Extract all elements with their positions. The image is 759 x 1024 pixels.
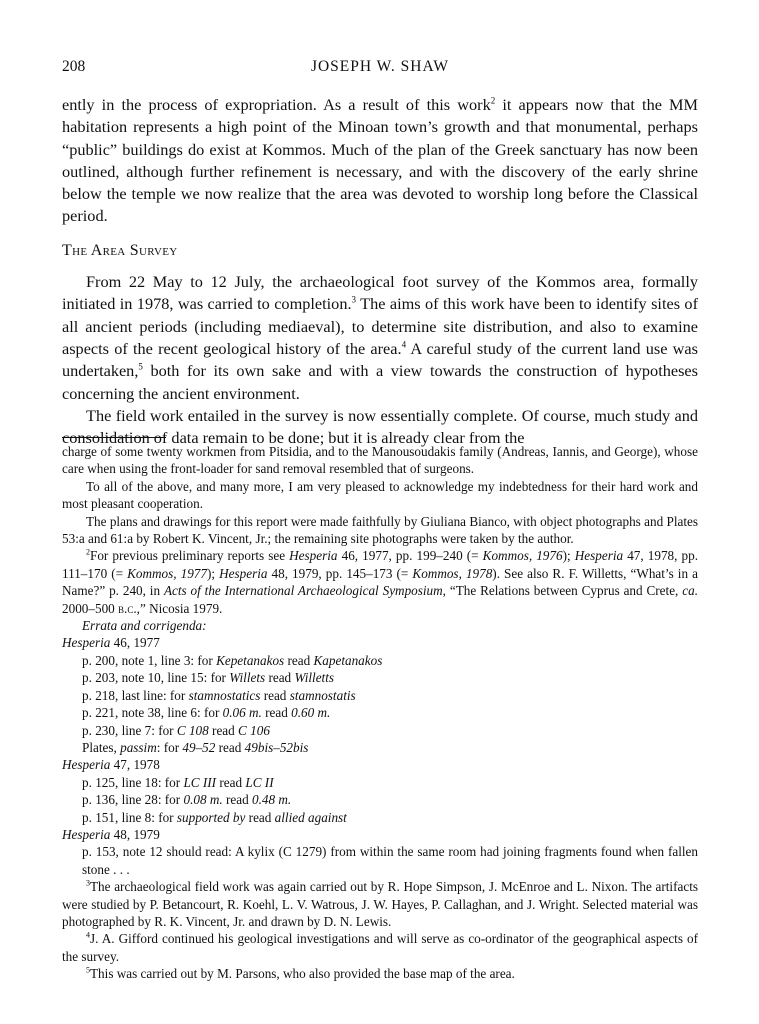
paragraph-2-text-c: A careful study of the current land use was undertaken, [62, 338, 698, 381]
footnote-rule [62, 437, 166, 438]
errata-correct: stamnostatis [289, 687, 356, 703]
errata-heading: Errata and corrigenda: [82, 618, 207, 634]
footnote-4-mark: 4 [86, 930, 90, 940]
volume-journal: Hesperia [62, 826, 111, 842]
errata-text: read [215, 739, 245, 755]
errata-volume-47 [62, 756, 698, 773]
errata-correct: Kapetanakos [313, 652, 383, 668]
errata-wrong: Kepetanakos [216, 652, 285, 668]
footnote-ref-2[interactable]: 2 [490, 95, 496, 106]
errata-wrong: C 108 [176, 722, 209, 738]
footnote-2-mark: 2 [86, 548, 90, 558]
fn2-text: ); [207, 565, 220, 581]
running-head: JOSEPH W. SHAW [310, 58, 450, 75]
errata-wrong: 0.06 m. [222, 705, 262, 721]
footnote-5 [62, 965, 698, 982]
fn2-journal: Hesperia [574, 548, 624, 564]
errata-correct: 49bis–52bis [244, 739, 309, 755]
footnote-5-text: This was carried out by M. Parsons, who also provided the base map of the area. [90, 966, 515, 982]
footnote-4 [62, 930, 698, 965]
volume-number: 47, 1978 [110, 757, 160, 773]
errata-wrong: LC III [183, 774, 217, 790]
paragraph-2-text-d: both for its own sake and with a view towards the construction of hypotheses concerning the ancient environment. [62, 361, 698, 403]
fn2-text: 2000–500 [62, 600, 119, 616]
errata-text: read [261, 705, 292, 721]
page-header [62, 58, 698, 80]
fn2-text: 48, 1979, pp. 145–173 (= [267, 565, 413, 581]
footnote-ref-3[interactable]: 3 [351, 294, 357, 305]
errata-correct: 0.48 m. [251, 792, 292, 808]
footnote-4-text: J. A. Gifford continued his geological investigations and will serve as co-ordinator of the geographical aspects of the survey. [62, 931, 698, 964]
errata-item [82, 652, 698, 669]
footnote-3-mark: 3 [86, 878, 90, 888]
fn2-text: ); [562, 548, 575, 564]
errata-wrong: stamnostatics [188, 687, 261, 703]
fn2-acts-title: Acts of the International Archaeological Symposium [163, 583, 443, 599]
errata-text: p. 136, line 28: for [82, 792, 184, 808]
fn2-journal: Hesperia [219, 565, 268, 581]
errata-text: : for [156, 739, 183, 755]
paragraph-2-text-a: From 22 May to 12 July, the archaeological foot survey of the Kommos area, formally initiated in 1978, was carried to completion. [62, 272, 698, 314]
paragraph-1-text-b: it appears now that the MM habitation represents a high point of the Minoan town’s growth and that monumental, perhaps “public” buildings do exist at Kommos. Much of the plan of the Greek sanctuary has now been outlined, although further refinement is necessary, and with the discovery of the early shrine below the temple we now realize that the area was devoted to worship long before the Classical period. [62, 95, 699, 226]
errata-item [82, 687, 698, 704]
errata-text: p. 203, note 10, line 15: for [82, 670, 230, 686]
errata-passim: passim [120, 739, 157, 755]
main-text [62, 94, 698, 449]
fn2-text: 47, 1978, pp. 111–170 (= [62, 548, 699, 581]
errata-item: p. 153, note 12 should read: A kylix (C 1279) from within the same room had joining fragments found when fallen stone . . . [82, 844, 698, 877]
errata-wrong: 0.08 m. [183, 792, 223, 808]
footnote-3 [62, 878, 698, 930]
errata-text: read [208, 722, 239, 738]
fn2-title: Kommos, 1978 [412, 565, 493, 581]
fn2-title: Kommos, 1976 [482, 548, 563, 564]
errata-text: read [265, 670, 295, 686]
errata-item [82, 722, 698, 739]
errata-text: p. 125, line 18: for [82, 774, 184, 790]
errata-volume-48 [62, 826, 698, 843]
errata-text: read [245, 809, 275, 825]
volume-number: 46, 1977 [110, 635, 160, 651]
errata-text: read [222, 792, 252, 808]
errata-correct: allied against [274, 809, 347, 825]
errata-volume-46 [62, 634, 698, 651]
errata-item [82, 791, 698, 808]
errata-correct: Willetts [294, 670, 335, 686]
footnote-ref-4[interactable]: 4 [401, 339, 407, 350]
section-heading: The Area Survey [62, 241, 178, 259]
paragraph-2-text-b: The aims of this work have been to identify sites of all ancient periods (including mediaeval), to determine site distribution, and also to examine aspects of the recent geological history of the area. [62, 294, 698, 358]
errata-text: read [216, 774, 246, 790]
errata-item [82, 704, 698, 721]
fn2-text: ,” Nicosia 1979. [136, 600, 223, 616]
errata-text: p. 151, line 8: for [82, 809, 177, 825]
errata-text: p. 221, note 38, line 6: for [82, 705, 223, 721]
fn2-text: , “The Relations between Cyprus and Crete, [442, 583, 683, 599]
errata-text: Plates, [82, 739, 121, 755]
errata-text: p. 218, last line: for [82, 687, 189, 703]
fn2-title: Kommos, 1977 [127, 565, 207, 581]
errata-item [82, 669, 698, 686]
footnote-continuation-1: charge of some twenty workmen from Pitsidia, and to the Manousoudakis family (Andreas, Iannis, and George), whose care when using the front-loader for sand removal resembled that of surgeons. [62, 444, 698, 477]
errata-text: p. 230, line 7: for [82, 722, 177, 738]
fn2-text: 46, 1977, pp. 199–240 (= [337, 548, 483, 564]
paragraph-3: The field work entailed in the survey is now essentially complete. Of course, much study and consolidation of data remain to be done; but it is already clear from the [62, 405, 698, 448]
footnote-2 [62, 547, 698, 617]
volume-journal: Hesperia [62, 757, 111, 773]
fn2-bc: b.c. [118, 600, 137, 616]
errata-correct: 0.60 m. [291, 705, 331, 721]
footnote-continuation-2: To all of the above, and many more, I am very pleased to acknowledge my indebtedness for their hard work and most pleasant cooperation. [62, 478, 698, 512]
footnotes [62, 437, 698, 983]
footnote-5-mark: 5 [86, 965, 90, 975]
volume-number: 48, 1979 [110, 826, 160, 842]
footnote-3-text: The archaeological field work was again carried out by R. Hope Simpson, J. McEnroe and L. Nixon. The artifacts were studied by P. Betancourt, R. Koehl, L. V. Watrous, J. W. Hayes, P. Callaghan, and J. Wright. Selected material was photographed by R. K. Vincent, Jr. and drawn by D. N. Lewis. [62, 879, 698, 929]
errata-item [82, 774, 698, 791]
errata-correct: LC II [245, 774, 274, 790]
fn2-text: For previous preliminary reports see [90, 548, 290, 564]
errata-text: p. 200, note 1, line 3: for [82, 652, 217, 668]
fn2-text: ). See also R. F. Willetts, “What’s in a Name?” p. 240, in [62, 565, 698, 599]
errata-wrong: Willets [229, 670, 266, 686]
footnote-continuation-3: The plans and drawings for this report were made faithfully by Giuliana Bianco, with object photographs and Plates 53:a and 61:a by Robert K. Vincent, Jr.; the remaining site photographs were taken by the author. [62, 513, 698, 547]
errata-text: read [284, 652, 314, 668]
errata-item [82, 809, 698, 826]
errata-correct: C 106 [238, 722, 270, 738]
volume-journal: Hesperia [62, 635, 111, 651]
errata-wrong: 49–52 [182, 739, 216, 755]
errata-text: read [260, 687, 290, 703]
errata-wrong: supported by [176, 809, 246, 825]
errata-item [82, 739, 698, 756]
fn2-journal: Hesperia [289, 548, 338, 564]
paragraph-1-text-a: ently in the process of expropriation. As a result of this work [62, 95, 491, 114]
paragraph-1 [62, 94, 698, 228]
paragraph-2 [62, 271, 698, 405]
page-number: 208 [62, 58, 86, 75]
footnote-ref-5[interactable]: 5 [138, 361, 143, 372]
fn2-circa: ca. [682, 583, 698, 599]
